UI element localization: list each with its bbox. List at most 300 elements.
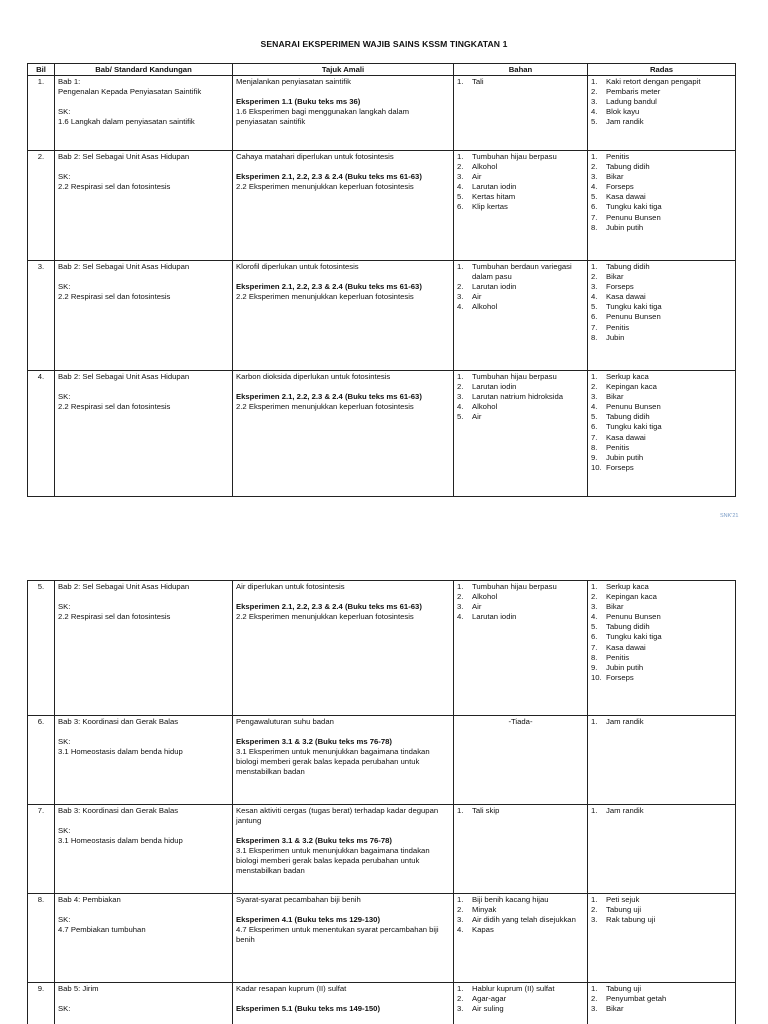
cell-bil [28,261,55,371]
bahan-list-item [457,262,584,282]
cell-tajuk [233,716,454,805]
radas-list-item [591,422,732,432]
bahan-list-item [457,592,584,602]
list-number: 4. [457,612,464,622]
cell-tajuk [233,894,454,983]
list-text: Larutan natrium hidroksida [472,392,564,402]
bahan-list-item [457,382,584,392]
list-number: 2. [457,905,464,915]
cell-bab [55,805,233,894]
bahan-list [457,895,584,935]
cell-radas [588,76,736,151]
header-bil: Bil [28,64,55,76]
tajuk-description: 2.2 Eksperimen menunjukkan keperluan fotosintesis [236,612,414,622]
cell-tajuk [233,805,454,894]
cell-bahan [454,371,588,497]
cell-radas [588,716,736,805]
list-text: Bikar [606,172,624,182]
list-number: 3. [457,172,464,182]
bahan-list-item [457,895,584,905]
list-text: Alkohol [472,592,498,602]
standard-kandungan: SK: [58,1004,71,1014]
radas-list-item [591,182,732,192]
list-text: Tabung uji [606,984,642,993]
bahan-list-item [457,392,584,402]
radas-list-item [591,87,732,97]
list-number: 4. [591,182,598,192]
tajuk-amali: Air diperlukan untuk fotosintesis [236,582,345,591]
list-number: 6. [591,312,598,322]
cell-bil [28,76,55,151]
list-text: Klip kertas [472,202,508,212]
list-text: Kertas hitam [472,192,516,202]
row-number: 6. [37,717,45,726]
bab-title: Bab 2: Sel Sebagai Unit Asas Hidupan [58,582,190,591]
radas-list-item [591,402,732,412]
cell-bab [55,371,233,497]
cell-radas [588,581,736,716]
cell-tajuk [233,581,454,716]
list-text: Air [472,172,482,182]
cell-radas [588,261,736,371]
row-number: 2. [37,152,45,161]
radas-list-item [591,582,732,592]
eksperimen-reference: Eksperimen 2.1, 2.2, 2.3 & 2.4 (Buku teks ms 61-63) [236,282,422,292]
list-number: 3. [457,602,464,612]
list-text: Penitis [606,152,630,161]
list-number: 3. [457,915,464,925]
list-text: Tumbuhan hijau berpasu [472,152,557,161]
list-text: Tabung didih [606,412,650,422]
list-number: 7. [591,212,598,222]
list-number: 3. [591,97,598,107]
list-text: Serkup kaca [606,582,649,591]
tajuk-amali: Kesan aktiviti cergas (tugas berat) terhadap kadar degupan jantung [236,806,439,826]
list-text: Tumbuhan hijau berpasu [472,372,557,381]
standard-kandungan: SK: 1.6 Langkah dalam penyiasatan saintifik [58,107,195,127]
radas-list-item [591,282,732,292]
bahan-list [457,984,584,1014]
cell-bil [28,716,55,805]
bab-title: Bab 1: Pengenalan Kepada Penyiasatan Saintifik [58,77,202,97]
list-text: Alkohol [472,402,498,412]
cell-bab [55,151,233,261]
list-number: 3. [591,1004,598,1014]
standard-kandungan: SK: 3.1 Homeostasis dalam benda hidup [58,737,183,757]
row-number: 3. [37,262,45,271]
list-number: 7. [591,322,598,332]
radas-list-item [591,97,732,107]
bab-title: Bab 2: Sel Sebagai Unit Asas Hidupan [58,262,190,271]
row-number: 7. [37,806,45,815]
list-number: 2. [457,592,464,602]
list-text: Tabung didih [606,162,650,172]
cell-bil [28,805,55,894]
list-number: 1. [591,717,598,726]
list-number: 1. [591,152,598,161]
bahan-list-item [457,77,584,87]
cell-tajuk [233,76,454,151]
list-text: Forseps [606,462,634,472]
radas-list [591,806,732,816]
radas-list [591,895,732,925]
radas-list-item [591,915,732,925]
bahan-list-item [457,402,584,412]
list-text: Kasa dawai [606,432,646,442]
list-number: 4. [457,925,464,935]
radas-list-item [591,162,732,172]
radas-list-item [591,192,732,202]
list-number: 2. [591,382,598,392]
list-number: 10. [591,462,602,472]
cell-tajuk [233,261,454,371]
list-number: 1. [457,806,464,815]
radas-list-item [591,202,732,212]
list-text: Tumbuhan hijau berpasu [472,582,557,591]
list-number: 7. [591,432,598,442]
list-number: 1. [591,582,598,591]
table-row [28,581,736,716]
radas-list-item [591,412,732,422]
list-text: Tali [472,77,484,86]
list-number: 8. [591,222,598,232]
list-text: Ladung bandul [606,97,657,107]
cell-bab [55,261,233,371]
row-number: 8. [37,895,45,904]
cell-bab [55,983,233,1024]
bab-title: Bab 3: Koordinasi dan Gerak Balas [58,806,179,815]
eksperimen-reference: Eksperimen 3.1 & 3.2 (Buku teks ms 76-78) [236,836,392,846]
list-number: 4. [591,107,598,117]
bahan-list-item [457,994,584,1004]
eksperimen-reference: Eksperimen 2.1, 2.2, 2.3 & 2.4 (Buku teks ms 61-63) [236,602,422,612]
row-number: 5. [37,582,45,591]
list-text: Bikar [606,272,624,282]
cell-radas [588,151,736,261]
tajuk-description: 3.1 Eksperimen untuk menunjukkan bagaimana tindakan biologi memberi gerak balas kepada perubahan untuk menstabilkan badan [236,846,430,876]
radas-list-item [591,312,732,322]
list-text: Rak tabung uji [606,915,656,925]
bahan-list-item [457,202,584,212]
list-text: Hablur kuprum (II) sulfat [472,984,555,993]
list-text: Tabung didih [606,622,650,632]
radas-list-item [591,223,732,233]
list-number: 4. [457,302,464,312]
list-text: Minyak [472,905,497,915]
tajuk-amali: Syarat-syarat pecambahan biji benih [236,895,361,904]
bahan-list-item [457,1004,584,1014]
list-number: 2. [591,272,598,282]
bab-title: Bab 3: Koordinasi dan Gerak Balas [58,717,179,726]
cell-bahan [454,805,588,894]
list-number: 2. [591,87,598,97]
bahan-list-item [457,925,584,935]
bahan-list [457,582,584,622]
cell-bahan [454,76,588,151]
bab-title: Bab 2: Sel Sebagai Unit Asas Hidupan [58,372,190,381]
list-number: 1. [591,372,598,381]
list-number: 3. [591,282,598,292]
radas-list-item [591,172,732,182]
list-text: Peti sejuk [606,895,640,904]
cell-radas [588,983,736,1024]
standard-kandungan: SK: 3.1 Homeostasis dalam benda hidup [58,826,183,846]
tajuk-amali: Karbon dioksida diperlukan untuk fotosintesis [236,372,391,381]
bahan-list [457,152,584,213]
table-row [28,76,736,151]
radas-list-item [591,323,732,333]
table-header-row [28,64,736,76]
cell-bil [28,151,55,261]
list-number: 5. [591,412,598,422]
list-number: 2. [591,994,598,1004]
table-row [28,983,736,1024]
list-number: 9. [591,452,598,462]
cell-bil [28,371,55,497]
bahan-list-item [457,172,584,182]
radas-list-item [591,292,732,302]
eksperimen-reference: Eksperimen 4.1 (Buku teks ms 129-130) [236,915,380,925]
radas-list-item [591,392,732,402]
radas-list [591,984,732,1014]
radas-list-item [591,653,732,663]
table-row [28,805,736,894]
experiment-table-page-2 [27,580,736,1024]
list-text: Penitis [606,652,630,662]
cell-radas [588,805,736,894]
radas-list-item [591,463,732,473]
list-number: 2. [457,994,464,1004]
list-number: 8. [591,332,598,342]
list-text: Forseps [606,672,634,682]
tajuk-amali: Menjalankan penyiasatan saintifik [236,77,351,86]
list-text: Pembaris meter [606,87,661,97]
list-text: Kapas [472,925,494,935]
list-text: Alkohol [472,302,498,312]
list-number: 10. [591,672,602,682]
footer-code: SNK'21 [720,513,739,519]
radas-list-item [591,984,732,994]
list-text: Kepingan kaca [606,382,657,392]
bahan-list-item [457,282,584,292]
radas-list-item [591,333,732,343]
radas-list [591,582,732,683]
bahan-list-item [457,162,584,172]
document-title: SENARAI EKSPERIMEN WAJIB SAINS KSSM TINGKATAN 1 [260,39,508,49]
radas-list [591,717,732,727]
list-text: Jubin putih [606,662,644,672]
list-text: Serkup kaca [606,372,649,381]
cell-bab [55,581,233,716]
cell-bil [28,983,55,1024]
radas-list-item [591,302,732,312]
cell-tajuk [233,371,454,497]
list-number: 5. [591,192,598,202]
list-text: Jam randik [606,717,644,726]
radas-list-item [591,994,732,1004]
header-tajuk: Tajuk Amali [233,64,454,76]
radas-list-item [591,372,732,382]
list-text: Air didih yang telah disejukkan [472,915,576,925]
list-text: Air [472,412,482,422]
radas-list-item [591,592,732,602]
list-number: 3. [457,1004,464,1014]
list-number: 4. [591,612,598,622]
bahan-list [457,372,584,422]
list-text: Tungku kaki tiga [606,632,662,642]
list-text: Blok kayu [606,107,640,117]
tajuk-description: 2.2 Eksperimen menunjukkan keperluan fotosintesis [236,402,414,412]
list-number: 1. [591,77,598,86]
bahan-list-item [457,412,584,422]
radas-list-item [591,453,732,463]
standard-kandungan: SK: 4.7 Pembiakan tumbuhan [58,915,146,935]
radas-list-item [591,152,732,162]
list-text: Bikar [606,1004,624,1014]
bahan-list-item [457,182,584,192]
tajuk-amali: Kadar resapan kuprum (II) sulfat [236,984,347,993]
cell-bil [28,894,55,983]
list-number: 1. [457,582,464,591]
list-number: 1. [591,806,598,815]
list-text: Jam randik [606,806,644,815]
list-number: 2. [591,592,598,602]
list-text: Kasa dawai [606,292,646,302]
bahan-list-item [457,806,584,816]
radas-list-item [591,905,732,915]
bab-title: Bab 2: Sel Sebagai Unit Asas Hidupan [58,152,190,161]
eksperimen-reference: Eksperimen 2.1, 2.2, 2.3 & 2.4 (Buku teks ms 61-63) [236,172,422,182]
list-text: Tumbuhan berdaun variegasi dalam pasu [472,262,572,282]
list-text: Biji benih kacang hijau [472,895,549,904]
list-number: 1. [591,895,598,904]
bahan-list-item [457,984,584,994]
list-text: Forseps [606,282,634,292]
radas-list-item [591,612,732,622]
bahan-list-item [457,192,584,202]
radas-list [591,262,732,343]
list-text: Kasa dawai [606,192,646,202]
list-text: Larutan iodin [472,382,517,392]
list-text: Larutan iodin [472,182,517,192]
list-text: Penitis [606,442,630,452]
list-text: Agar-agar [472,994,507,1004]
table-row [28,261,736,371]
list-text: Larutan iodin [472,282,517,292]
list-number: 1. [457,77,464,86]
bahan-list [457,806,584,816]
list-number: 3. [591,602,598,612]
list-number: 4. [591,292,598,302]
list-text: Kepingan kaca [606,592,657,602]
list-number: 1. [457,984,464,993]
bahan-list-item [457,372,584,382]
cell-radas [588,894,736,983]
list-text: Forseps [606,182,634,192]
bahan-none: -Tiada- [508,717,533,726]
radas-list-item [591,262,732,272]
tajuk-description: 3.1 Eksperimen untuk menunjukkan bagaimana tindakan biologi memberi gerak balas kepada perubahan untuk menstabilkan badan [236,747,430,777]
radas-list-item [591,213,732,223]
list-text: Tungku kaki tiga [606,422,662,432]
list-text: Penunu Bunsen [606,212,661,222]
cell-tajuk [233,983,454,1024]
cell-bahan [454,894,588,983]
tajuk-amali: Cahaya matahari diperlukan untuk fotosintesis [236,152,394,161]
row-number: 1. [37,77,45,86]
radas-list-item [591,602,732,612]
list-text: Penyumbat getah [606,994,667,1004]
cell-bahan [454,151,588,261]
list-text: Tungku kaki tiga [606,202,662,212]
standard-kandungan: SK: 2.2 Respirasi sel dan fotosintesis [58,282,171,302]
list-number: 2. [457,282,464,292]
bab-title: Bab 4: Pembiakan [58,895,121,904]
bahan-list-item [457,582,584,592]
list-text: Kasa dawai [606,642,646,652]
list-number: 4. [457,182,464,192]
radas-list-item [591,272,732,282]
list-text: Penunu Bunsen [606,612,661,622]
cell-bab [55,716,233,805]
list-number: 3. [457,392,464,402]
radas-list [591,152,732,233]
list-number: 1. [457,262,464,271]
radas-list-item [591,717,732,727]
standard-kandungan: SK: 2.2 Respirasi sel dan fotosintesis [58,392,171,412]
list-text: Air [472,602,482,612]
table-row [28,894,736,983]
row-number: 9. [37,984,45,993]
bahan-list-item [457,905,584,915]
header-radas: Radas [588,64,736,76]
list-number: 3. [591,172,598,182]
list-text: Jam randik [606,117,644,127]
cell-bab [55,894,233,983]
bahan-list [457,262,584,312]
bahan-list [457,77,584,87]
tajuk-description: 1.6 Eksperimen bagi menggunakan langkah dalam penyiasatan saintifik [236,107,410,127]
cell-radas [588,371,736,497]
list-number: 2. [457,382,464,392]
list-number: 8. [591,652,598,662]
radas-list-item [591,1004,732,1014]
cell-bil [28,581,55,716]
list-text: Penunu Bunsen [606,312,661,322]
table-row [28,716,736,805]
radas-list-item [591,433,732,443]
list-number: 1. [457,895,464,904]
list-text: Larutan iodin [472,612,517,622]
cell-bab [55,76,233,151]
list-number: 6. [591,422,598,432]
list-number: 3. [591,392,598,402]
bahan-list-item [457,152,584,162]
cell-bahan [454,983,588,1024]
list-text: Jubin [606,332,625,342]
list-text: Jubin putih [606,452,644,462]
list-number: 1. [457,372,464,381]
list-number: 8. [591,442,598,452]
list-text: Air suling [472,1004,504,1014]
cell-bahan [454,261,588,371]
eksperimen-reference: Eksperimen 5.1 (Buku teks ms 149-150) [236,1004,380,1014]
tajuk-amali: Pengawaluturan suhu badan [236,717,334,726]
radas-list-item [591,895,732,905]
list-number: 5. [457,412,464,422]
radas-list-item [591,673,732,683]
list-text: Jubin putih [606,222,644,232]
